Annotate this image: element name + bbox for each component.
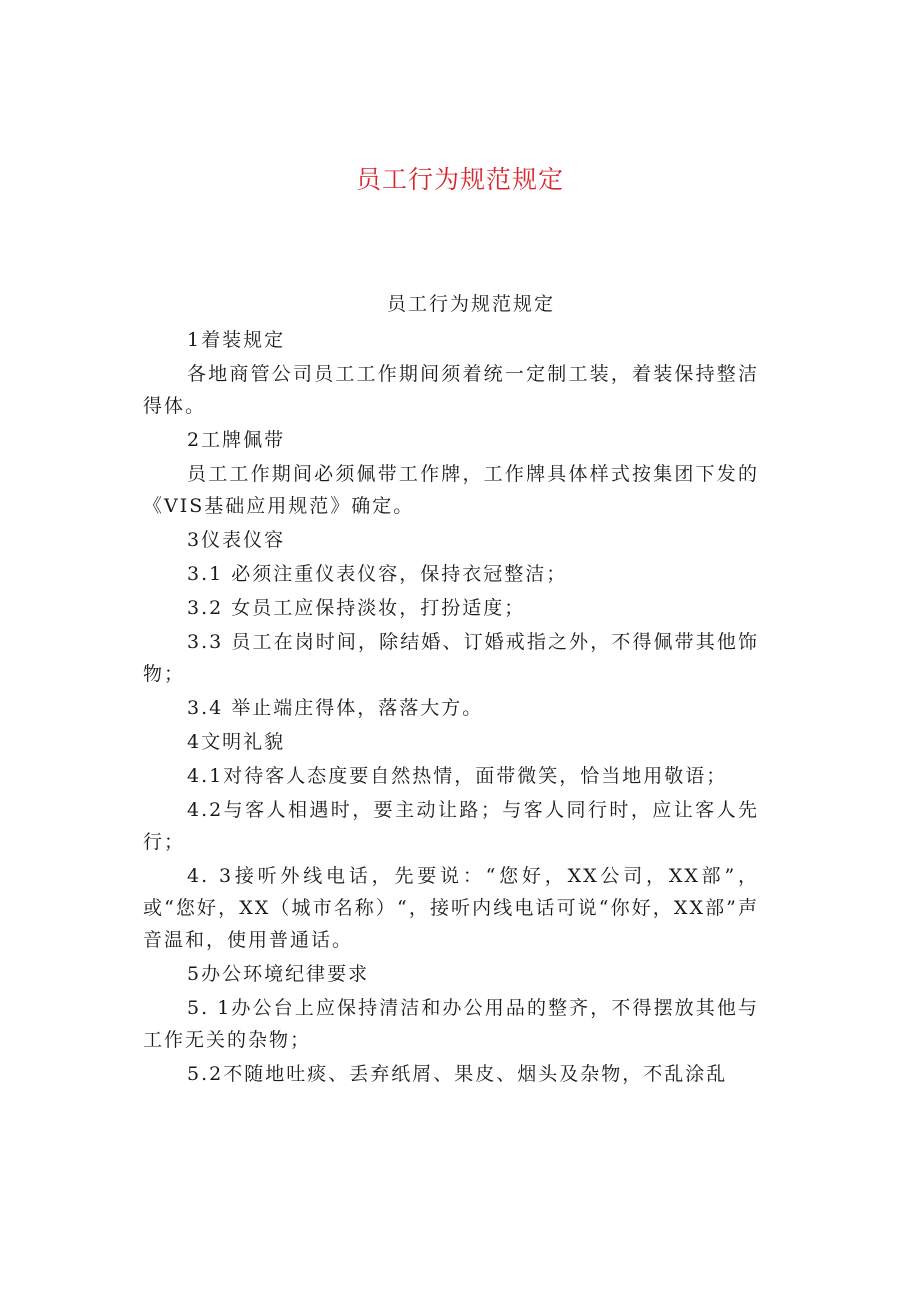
section-heading: 3仪表仪容 <box>187 529 286 551</box>
section-heading: 1着装规定 <box>187 329 286 351</box>
document-body <box>143 288 759 1092</box>
section-heading: 2工牌佩带 <box>187 429 286 451</box>
paragraph: 员工工作期间必须佩带工作牌，工作牌具体样式按集团下发的《VIS基础应用规范》确定。 <box>143 463 759 517</box>
paragraph: 4. 3接听外线电话，先要说：“您好，XX公司，XX部”，或“您好，XX（城市名称）“，接听内线电话可说“你好，XX部”声音温和，使用普通话。 <box>143 865 759 951</box>
paragraph: 3.2 女员工应保持淡妆，打扮适度； <box>187 597 526 619</box>
section-heading: 4文明礼貌 <box>187 731 286 753</box>
paragraph: 3.4 举止端庄得体，落落大方。 <box>187 697 484 719</box>
document-subtitle: 员工行为规范规定 <box>386 293 555 315</box>
section-heading: 5办公环境纪律要求 <box>187 963 370 985</box>
paragraph: 各地商管公司员工工作期间须着统一定制工装，着装保持整洁得体。 <box>143 363 759 417</box>
document-title: 员工行为规范规定 <box>355 165 564 194</box>
paragraph: 5.2不随地吐痰、丢弃纸屑、果皮、烟头及杂物，不乱涂乱 <box>187 1063 728 1085</box>
paragraph: 5. 1办公台上应保持清洁和办公用品的整齐，不得摆放其他与工作无关的杂物； <box>143 997 759 1051</box>
paragraph: 3.1 必须注重仪表仪容，保持衣冠整洁； <box>187 563 568 585</box>
paragraph: 4.2与客人相遇时，要主动让路；与客人同行时，应让客人先行； <box>143 799 759 853</box>
paragraph: 4.1对待客人态度要自然热情，面带微笑，恰当地用敬语； <box>187 765 728 787</box>
paragraph: 3.3 员工在岗时间，除结婚、订婚戒指之外，不得佩带其他饰物； <box>143 631 759 685</box>
